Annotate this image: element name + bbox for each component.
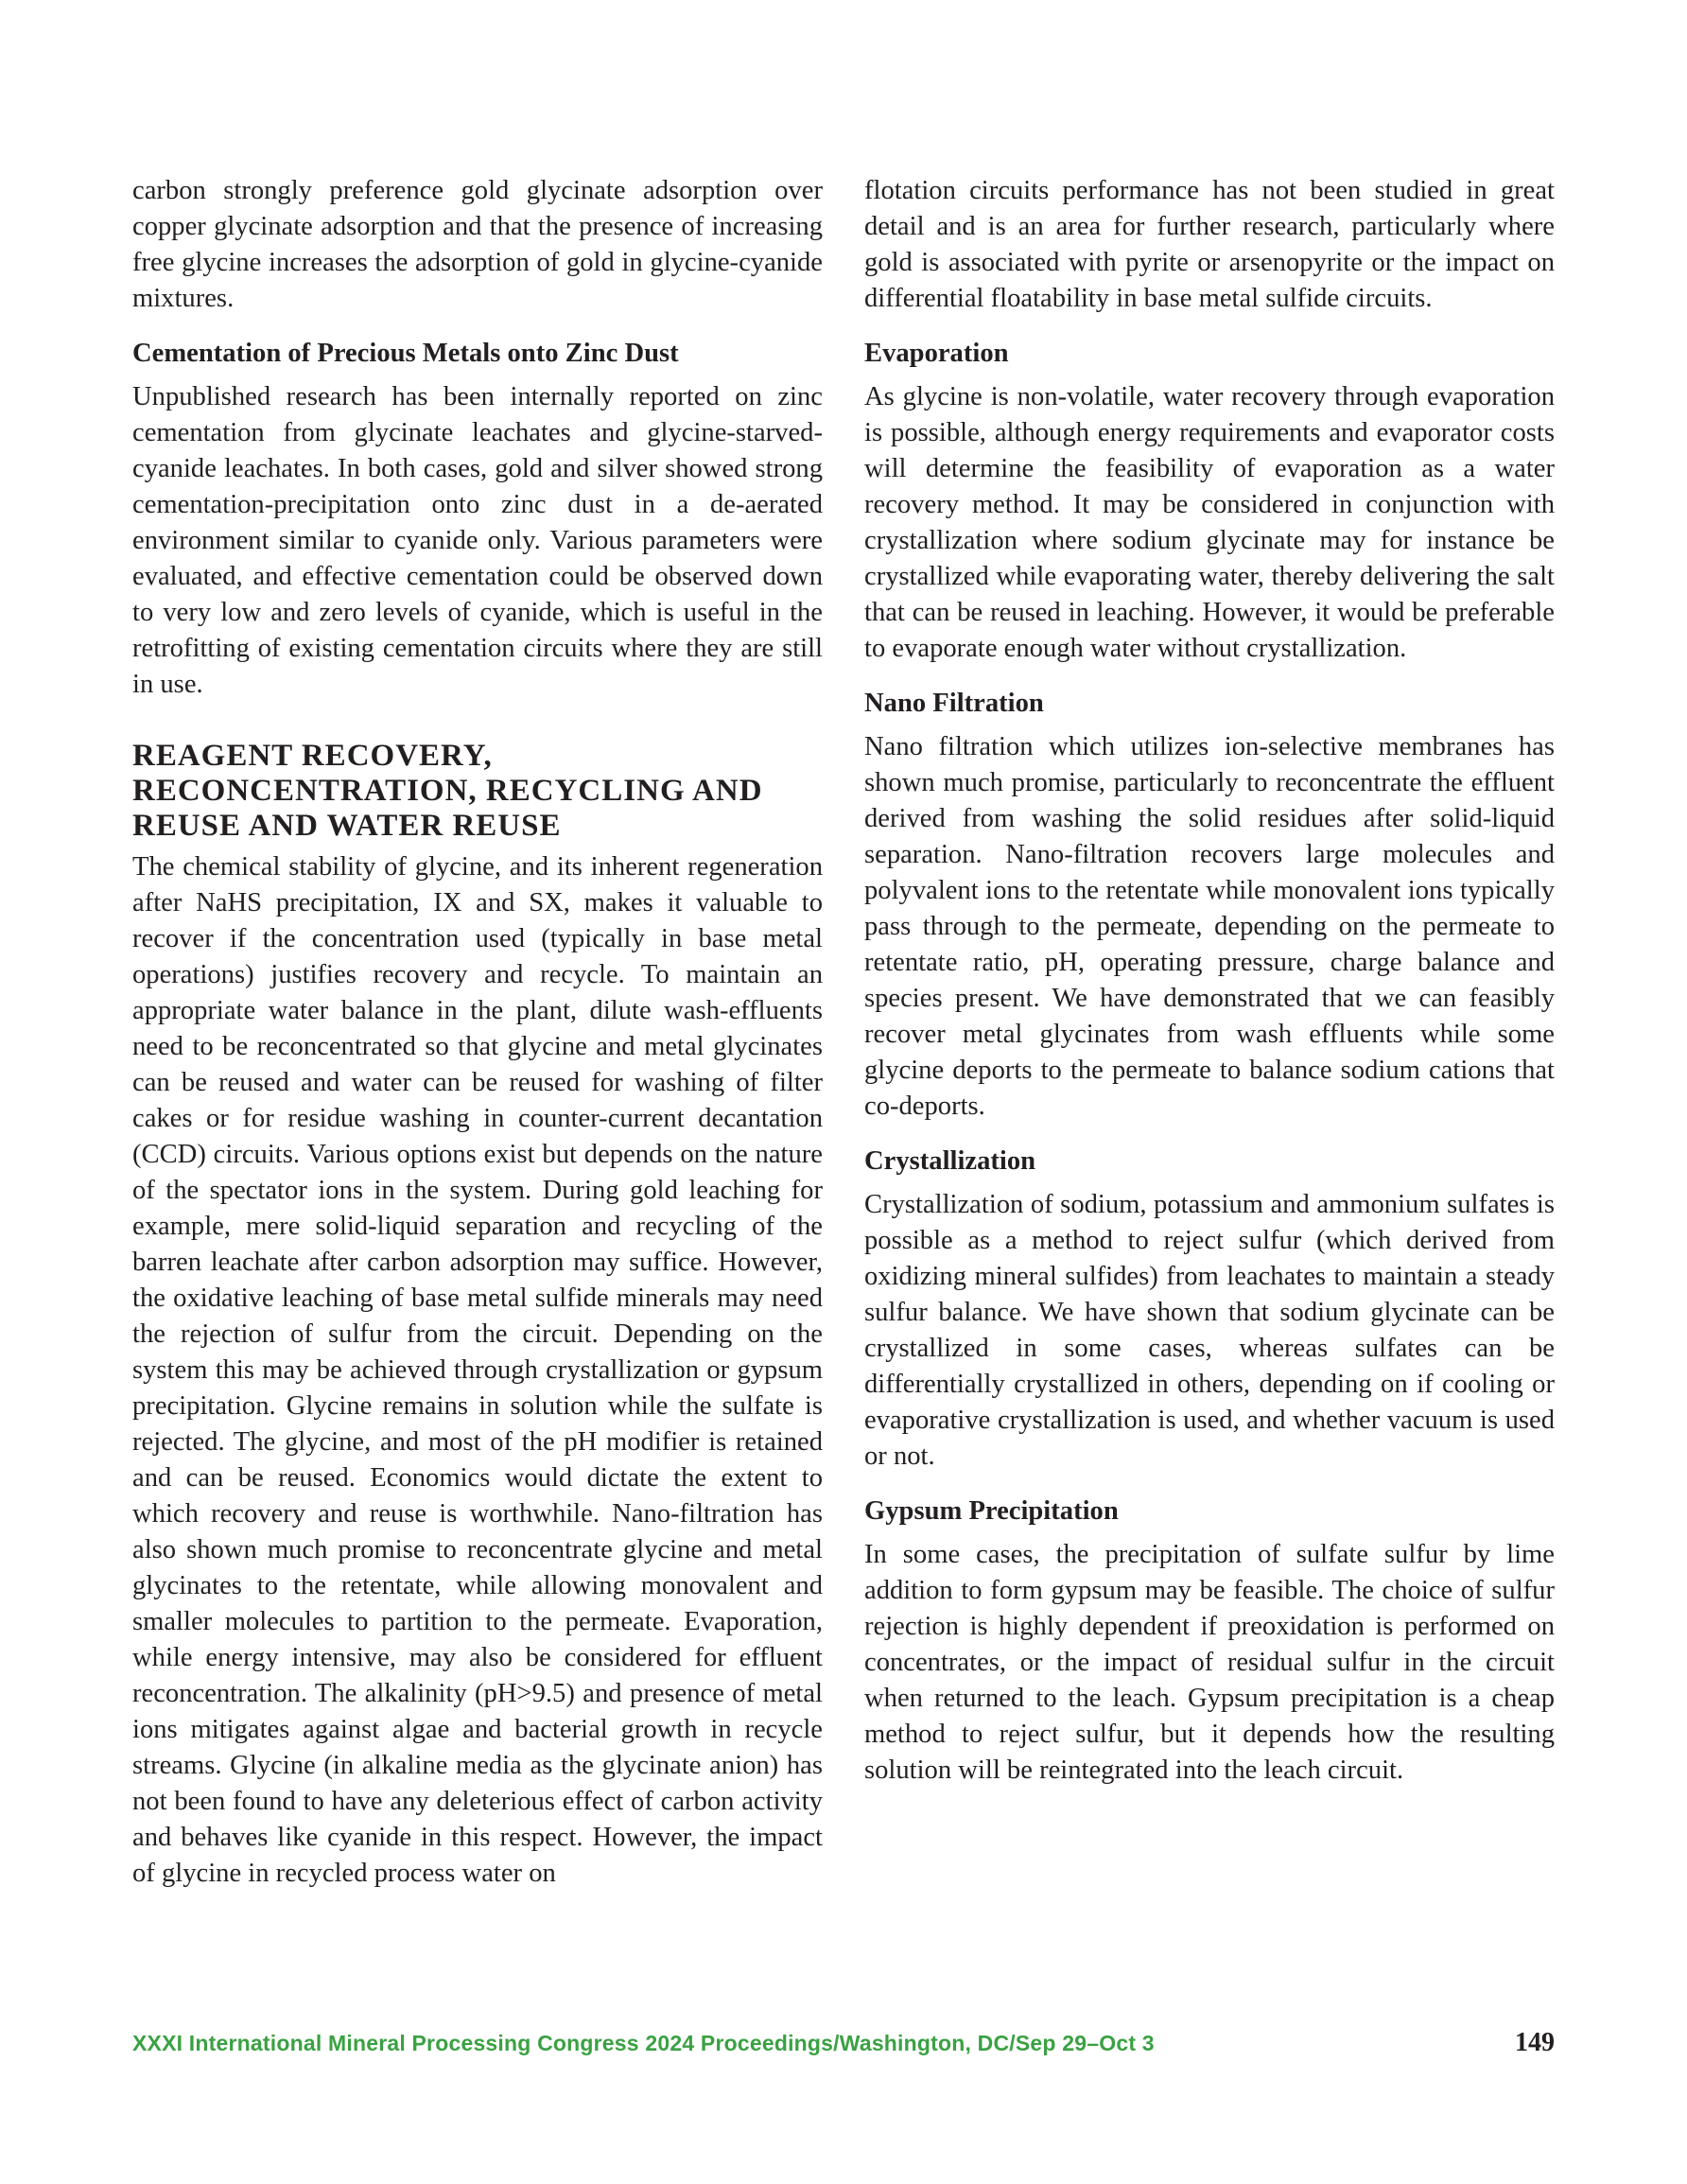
gypsum-precipitation-heading: Gypsum Precipitation xyxy=(864,1496,1119,1526)
left-column xyxy=(132,173,823,1892)
nano-filtration-paragraph: Nano filtration which utilizes ion-selective membranes has shown much promise, particularly to reconcentrate the effluent derived from washing the solid residues after solid-liquid separation. Nano-filtration recovers large molecules and polyvalent ions to the retentate while monovalent ions typically pass through to the permeate, depending on the permeate to retentate ratio, pH, operating pressure, charge balance and species present. We have demonstrated that we can feasibly recover metal glycinates from wash effluents while some glycine deports to the permeate to balance sodium cations that co-deports. xyxy=(864,732,1555,1121)
crystallization-paragraph: Crystallization of sodium, potassium and ammonium sulfates is possible as a method to reject sulfur (which derived from oxidizing mineral sulfides) from leachates to maintain a steady sulfur balance. We have shown that sodium glycinate can be crystallized in some cases, whereas sulfates can be differentially crystallized in others, depending on if cooling or evaporative crystallization is used, and whether vacuum is used or not. xyxy=(864,1190,1555,1471)
reagent-recovery-section-heading: REAGENT RECOVERY, RECONCENTRATION, RECYCLING AND REUSE AND WATER REUSE xyxy=(132,739,763,843)
crystallization-heading: Crystallization xyxy=(864,1146,1036,1176)
gypsum-precipitation-paragraph: In some cases, the precipitation of sulfate sulfur by lime addition to form gypsum may be feasible. The choice of sulfur rejection is highly dependent if preoxidation is performed on concentrates, or the impact of residual sulfur in the circuit when returned to the leach. Gypsum precipitation is a cheap method to reject sulfur, but it depends how the resulting solution will be reintegrated into the leach circuit. xyxy=(864,1540,1555,1785)
proceedings-footer-text: XXXI International Mineral Processing Congress 2024 Proceedings/Washington, DC/Sep 29–Oct 3 xyxy=(132,2031,1155,2055)
cementation-heading: Cementation of Precious Metals onto Zinc Dust xyxy=(132,339,679,368)
right-column xyxy=(864,173,1555,1789)
evaporation-heading: Evaporation xyxy=(864,339,1009,368)
intro-paragraph: carbon strongly preference gold glycinate adsorption over copper glycinate adsorption and that the presence of increasing free glycine increases the adsorption of gold in glycine-cyanide mixtures. xyxy=(132,176,823,313)
page-number: 149 xyxy=(1515,2028,1555,2057)
reagent-recovery-paragraph: The chemical stability of glycine, and its inherent regeneration after NaHS precipitation, IX and SX, makes it valuable to recover if the concentration used (typically in base metal operations) justifies recovery and recycle. To maintain an appropriate water balance in the plant, dilute wash-effluents need to be reconcentrated so that glycine and metal glycinates can be reused and water can be reused for washing of filter cakes or for residue washing in counter-current decantation (CCD) circuits. Various options exist but depends on the nature of the spectator ions in the system. During gold leaching for example, mere solid-liquid separation and recycling of the barren leachate after carbon adsorption may suffice. However, the oxidative leaching of base metal sulfide minerals may need the rejection of sulfur from the circuit. Depending on the system this may be achieved through crystallization or gypsum precipitation. Glycine remains in solution while the sulfate is rejected. The glycine, and most of the pH modifier is retained and can be reused. Economics would dictate the extent to which recovery and reuse is worthwhile. Nano-filtration has also shown much promise to reconcentrate glycine and metal glycinates to the retentate, while allowing monovalent and smaller molecules to partition to the permeate. Evaporation, while energy intensive, may also be considered for effluent reconcentration. The alkalinity (pH>9.5) and presence of metal ions mitigates against algae and bacterial growth in recycle streams. Glycine (in alkaline media as the glycinate anion) has not been found to have any deleterious effect of carbon activity and behaves like cyanide in this respect. However, the impact of glycine in recycled process water on xyxy=(132,852,823,1888)
evaporation-paragraph: As glycine is non-volatile, water recovery through evaporation is possible, although energy requirements and evaporator costs will determine the feasibility of evaporation as a water recovery method. It may be considered in conjunction with crystallization where sodium glycinate may for instance be crystallized while evaporating water, thereby delivering the salt that can be reused in leaching. However, it would be preferable to evaporate enough water without crystallization. xyxy=(864,382,1555,663)
page-footer xyxy=(132,2028,1555,2069)
cementation-paragraph: Unpublished research has been internally reported on zinc cementation from glycinate leachates and glycine-starved-cyanide leachates. In both cases, gold and silver showed strong cementation-precipitation onto zinc dust in a de-aerated environment similar to cyanide only. Various parameters were evaluated, and effective cementation could be observed down to very low and zero levels of cyanide, which is useful in the retrofitting of existing cementation circuits where they are still in use. xyxy=(132,382,823,699)
continued-paragraph: flotation circuits performance has not been studied in great detail and is an area for further research, particularly where gold is associated with pyrite or arsenopyrite or the impact on differential floatability in base metal sulfide circuits. xyxy=(864,176,1555,313)
nano-filtration-heading: Nano Filtration xyxy=(864,689,1044,718)
